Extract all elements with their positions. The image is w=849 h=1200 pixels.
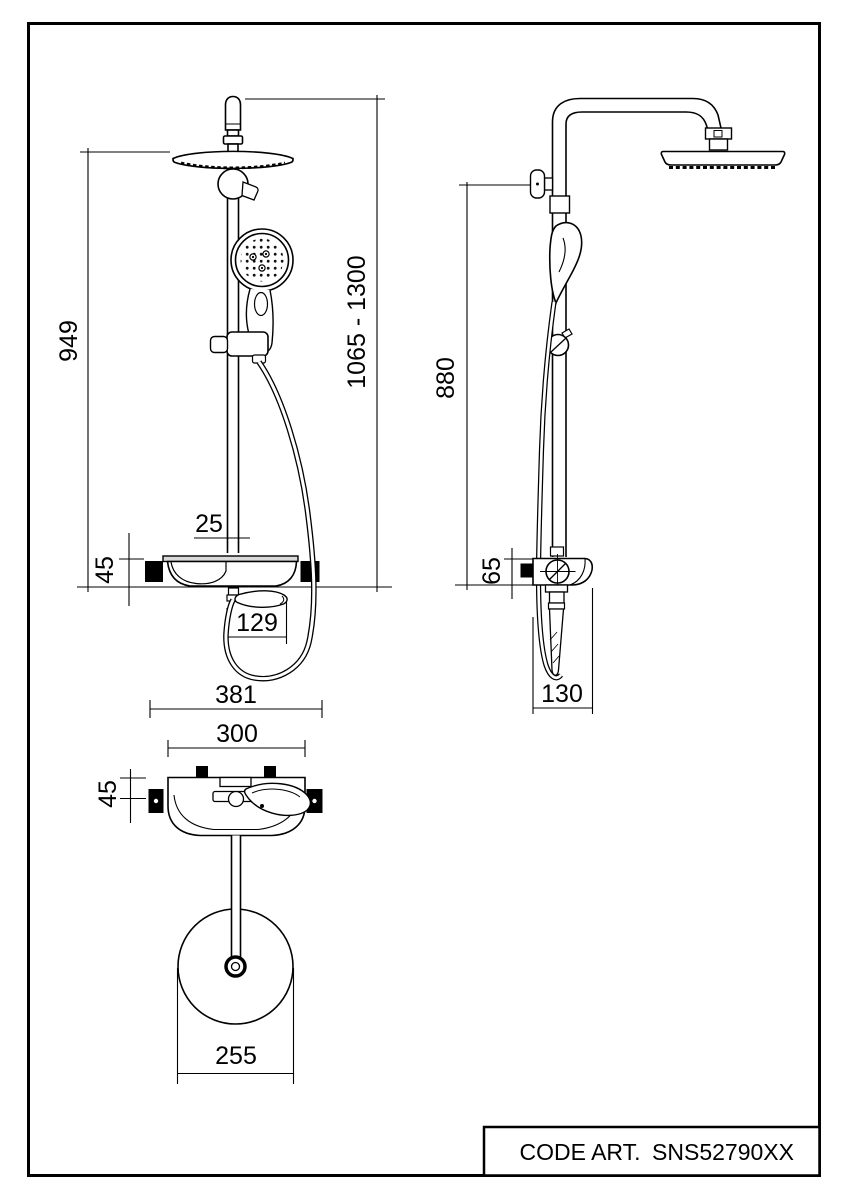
- dim-rail-height: 949: [55, 320, 83, 362]
- title-block-code: SNS52790XX: [652, 1139, 794, 1165]
- dim-pipe-diameter: 25: [195, 510, 223, 538]
- dim-body-depth: 130: [541, 680, 583, 708]
- title-block-label: CODE ART.: [519, 1139, 641, 1165]
- side-head: [661, 152, 784, 166]
- spout: [235, 591, 287, 608]
- mixer-top-plate: [163, 556, 298, 562]
- dim-overall-width: 381: [215, 681, 257, 709]
- dim-side-body-height: 65: [478, 557, 506, 585]
- wall-block-right: [301, 561, 320, 582]
- dim-head-diameter: 255: [215, 1042, 257, 1070]
- title-block: [484, 1127, 820, 1176]
- dim-wall-offset: 45: [94, 780, 122, 808]
- dim-front-body-height: 45: [91, 556, 119, 584]
- side-wall-block: [521, 564, 534, 578]
- dim-height-range: 1065 - 1300: [343, 255, 371, 389]
- wall-block-left: [145, 561, 163, 582]
- dim-spout-length: 129: [236, 609, 278, 637]
- dim-body-width: 300: [216, 720, 258, 748]
- dim-bracket-height: 880: [432, 357, 460, 399]
- plan-head-hub: [226, 957, 245, 976]
- frame-border: [29, 24, 820, 1176]
- slider-bracket: [227, 332, 268, 356]
